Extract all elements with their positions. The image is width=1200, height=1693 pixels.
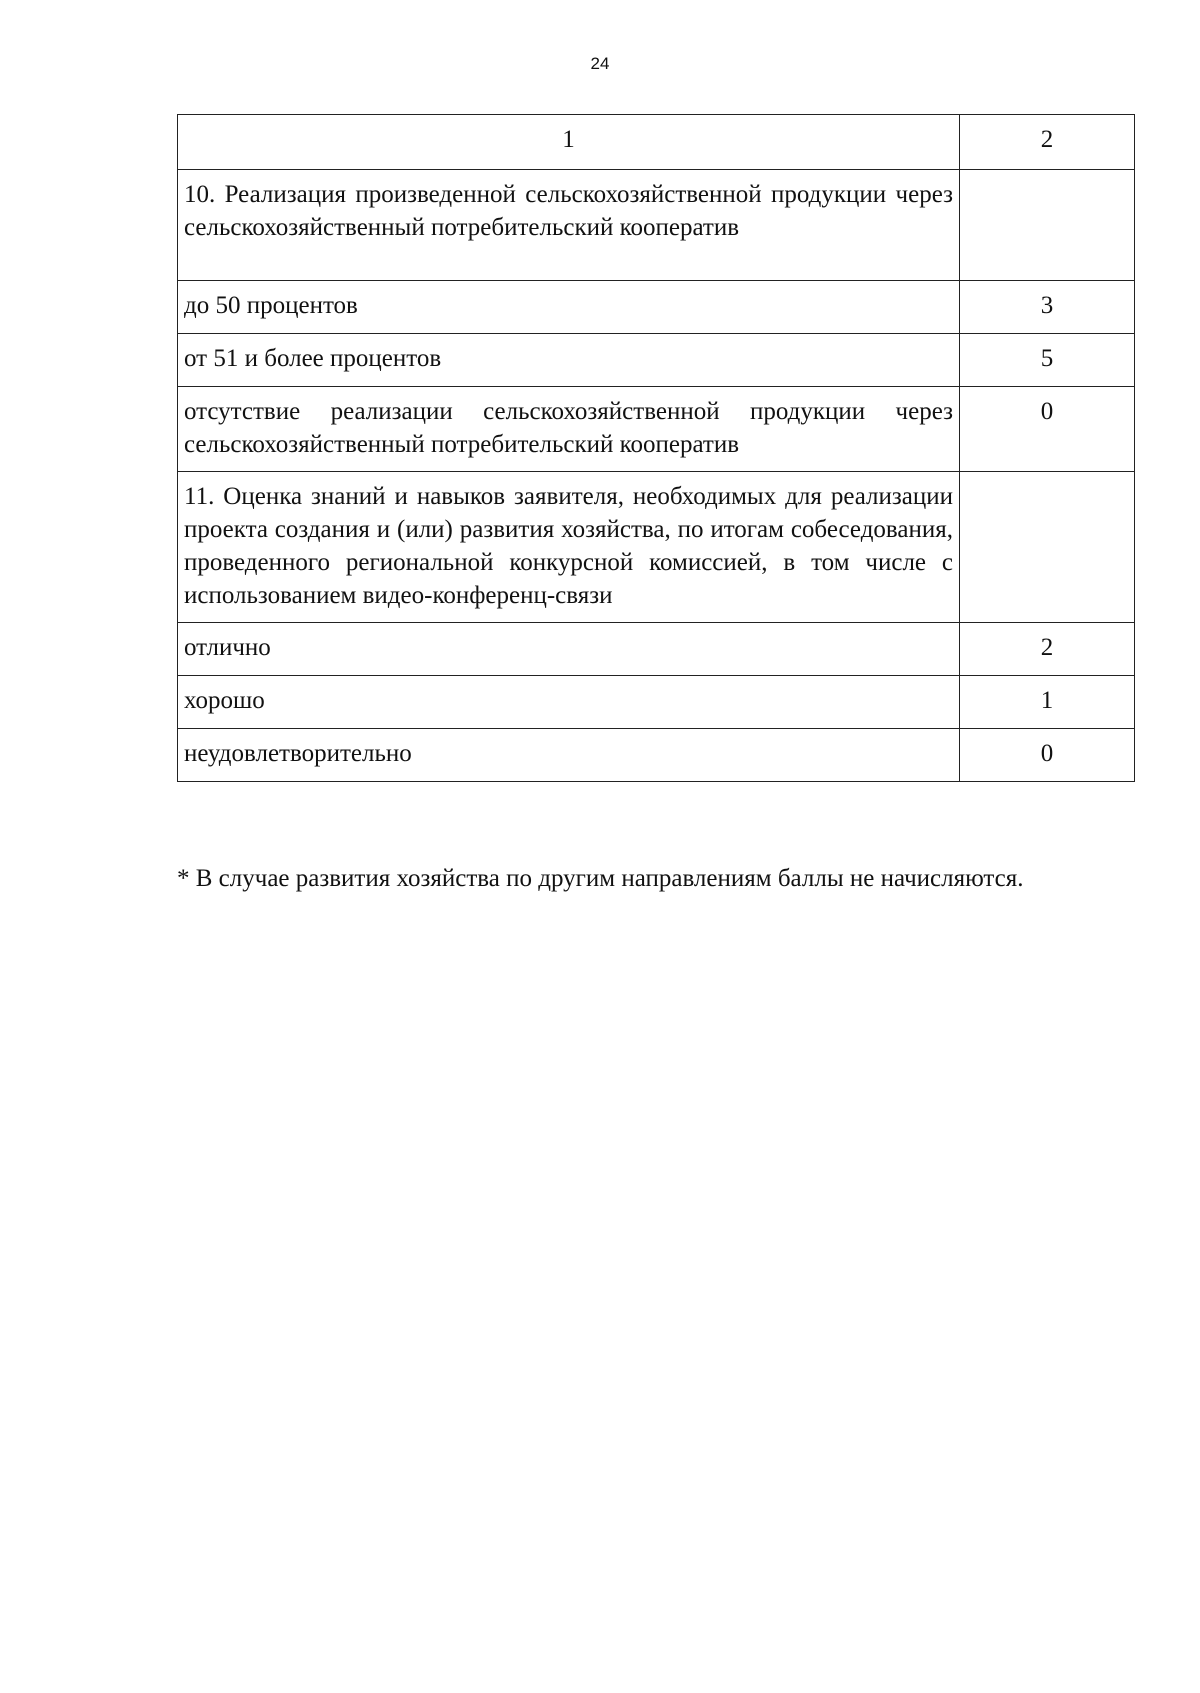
score-cell: 0 xyxy=(960,729,1135,782)
page-number: 24 xyxy=(590,54,610,73)
table-row xyxy=(178,170,1135,281)
score-cell: 2 xyxy=(960,623,1135,676)
criterion-option: до 50 процентов xyxy=(178,281,960,334)
score-cell: 1 xyxy=(960,676,1135,729)
column-header-1: 1 xyxy=(178,115,960,170)
criterion-option: от 51 и более процентов xyxy=(178,334,960,387)
column-header-2: 2 xyxy=(960,115,1135,170)
score-cell xyxy=(960,170,1135,281)
criterion-option: хорошо xyxy=(178,676,960,729)
criterion-title: 10. Реализация произведенной сельскохозяйственной продукции через сельскохозяйственный потребительский кооператив xyxy=(178,170,960,281)
criteria-table xyxy=(177,114,1135,782)
table-row xyxy=(178,334,1135,387)
table-row xyxy=(178,676,1135,729)
score-cell: 5 xyxy=(960,334,1135,387)
table-row xyxy=(178,281,1135,334)
criterion-option: отлично xyxy=(178,623,960,676)
score-cell: 0 xyxy=(960,387,1135,472)
score-cell: 3 xyxy=(960,281,1135,334)
criterion-title: 11. Оценка знаний и навыков заявителя, необходимых для реализации проекта создания и (или) развития хозяйства, по итогам собеседования, проведенного региональной конкурсной комиссией, в том числе с использованием видео-конференц-связи xyxy=(178,472,960,623)
criterion-option: отсутствие реализации сельскохозяйственной продукции через сельскохозяйственный потребительский кооператив xyxy=(178,387,960,472)
table-row xyxy=(178,623,1135,676)
footnote: * В случае развития хозяйства по другим направлениям баллы не начисляются. xyxy=(177,865,1024,892)
table-row xyxy=(178,729,1135,782)
score-cell xyxy=(960,472,1135,623)
criterion-option: неудовлетворительно xyxy=(178,729,960,782)
table-row xyxy=(178,472,1135,623)
table-row xyxy=(178,387,1135,472)
table-header-row xyxy=(178,115,1135,170)
